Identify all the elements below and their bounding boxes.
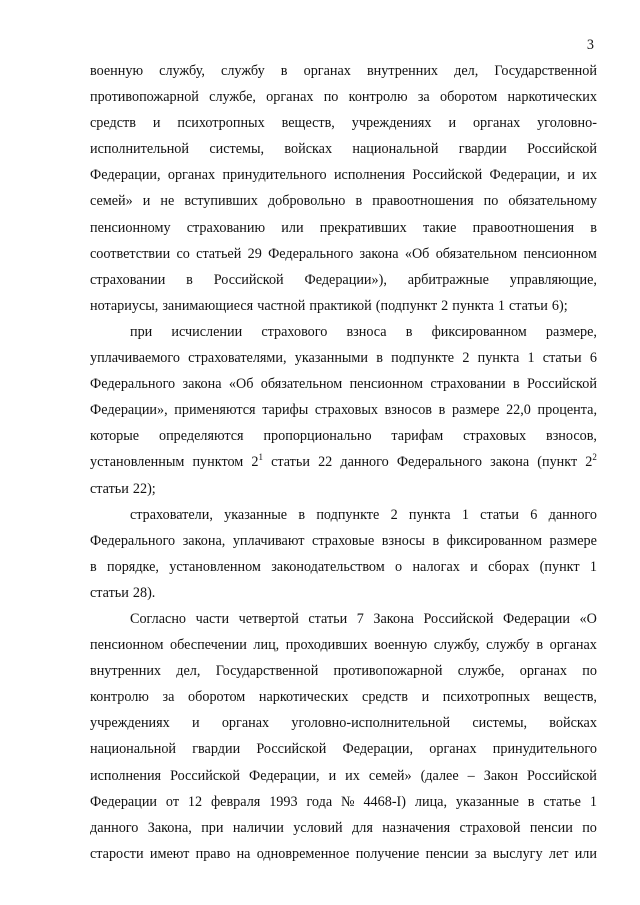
text-line: Согласно части четвертой статьи 7 Закона Российской Федерации «О [130, 610, 597, 627]
text-line: Федерации», применяются тарифы страховых взносов в размере 22,0 процента, [90, 402, 597, 419]
text-line: исполнительной системы, войсках национальной гвардии Российской [90, 141, 597, 158]
text-line: в порядке, установленном законодательством о налогах и сборах (пункт 1 [90, 558, 597, 575]
text-line: Федерации, органах принудительного исполнения Российской Федерации, и их [90, 167, 597, 184]
text-line: семей» и не вступивших добровольно в правоотношения по обязательному [90, 193, 597, 210]
text-line: старости имеют право на одновременное получение пенсии за выслугу лет или [90, 845, 597, 862]
text-line: учреждениях и органах уголовно-исполнительной системы, войсках [90, 715, 597, 732]
text-line: которые определяются пропорционально тарифам страховых взносов, [90, 428, 597, 445]
text-line: национальной гвардии Российской Федерации, органах принудительного [90, 741, 597, 758]
text-line: страховании в Российской Федерации»), арбитражные управляющие, [90, 271, 597, 288]
text-line: при исчислении страхового взноса в фиксированном размере, [130, 323, 597, 340]
page-number: 3 [586, 37, 594, 53]
text-line: страхователи, указанные в подпункте 2 пункта 1 статьи 6 данного [130, 506, 597, 523]
text-line: пенсионному страхованию или прекративших такие правоотношения в [90, 219, 597, 236]
text-line: данного Закона, при наличии условий для назначения страховой пенсии по [90, 819, 597, 836]
text-line: статьи 22); [90, 480, 156, 497]
text-line: средств и психотропных веществ, учреждениях и органах уголовно- [90, 115, 597, 132]
body-text [90, 58, 597, 867]
text-line: нотариусы, занимающиеся частной практикой (подпункт 2 пункта 1 статьи 6); [90, 297, 568, 314]
text-line: пенсионном обеспечении лиц, проходивших военную службу, службу в органах [90, 637, 597, 654]
text-line: уплачиваемого страхователями, указанными в подпункте 2 пункта 1 статьи 6 [90, 350, 597, 367]
text-line: статьи 28). [90, 584, 156, 601]
text-line: Федерального закона «Об обязательном пенсионном страховании в Российской [90, 376, 597, 393]
text-line: исполнения Российской Федерации, и их семей» (далее – Закон Российской [90, 767, 597, 784]
text-line: противопожарной службе, органах по контролю за оборотом наркотических [90, 89, 597, 106]
text-line: внутренних дел, Государственной противопожарной службе, органах по [90, 663, 597, 680]
text-line: установленным пунктом $2^1$ статьи 22 данного Федерального закона (пункт $2^2$ [90, 452, 597, 471]
text-line: контролю за оборотом наркотических средств и психотропных веществ, [90, 689, 597, 706]
text-line: военную службу, службу в органах внутренних дел, Государственной [90, 63, 597, 79]
text-line: Федерального закона, уплачивают страховые взносы в фиксированном размере [90, 532, 597, 549]
text-line: соответствии со статьей 29 Федерального закона «Об обязательном пенсионном [90, 245, 597, 262]
text-line: Федерации от 12 февраля 1993 года № 4468-I) лица, указанные в статье 1 [90, 793, 597, 810]
